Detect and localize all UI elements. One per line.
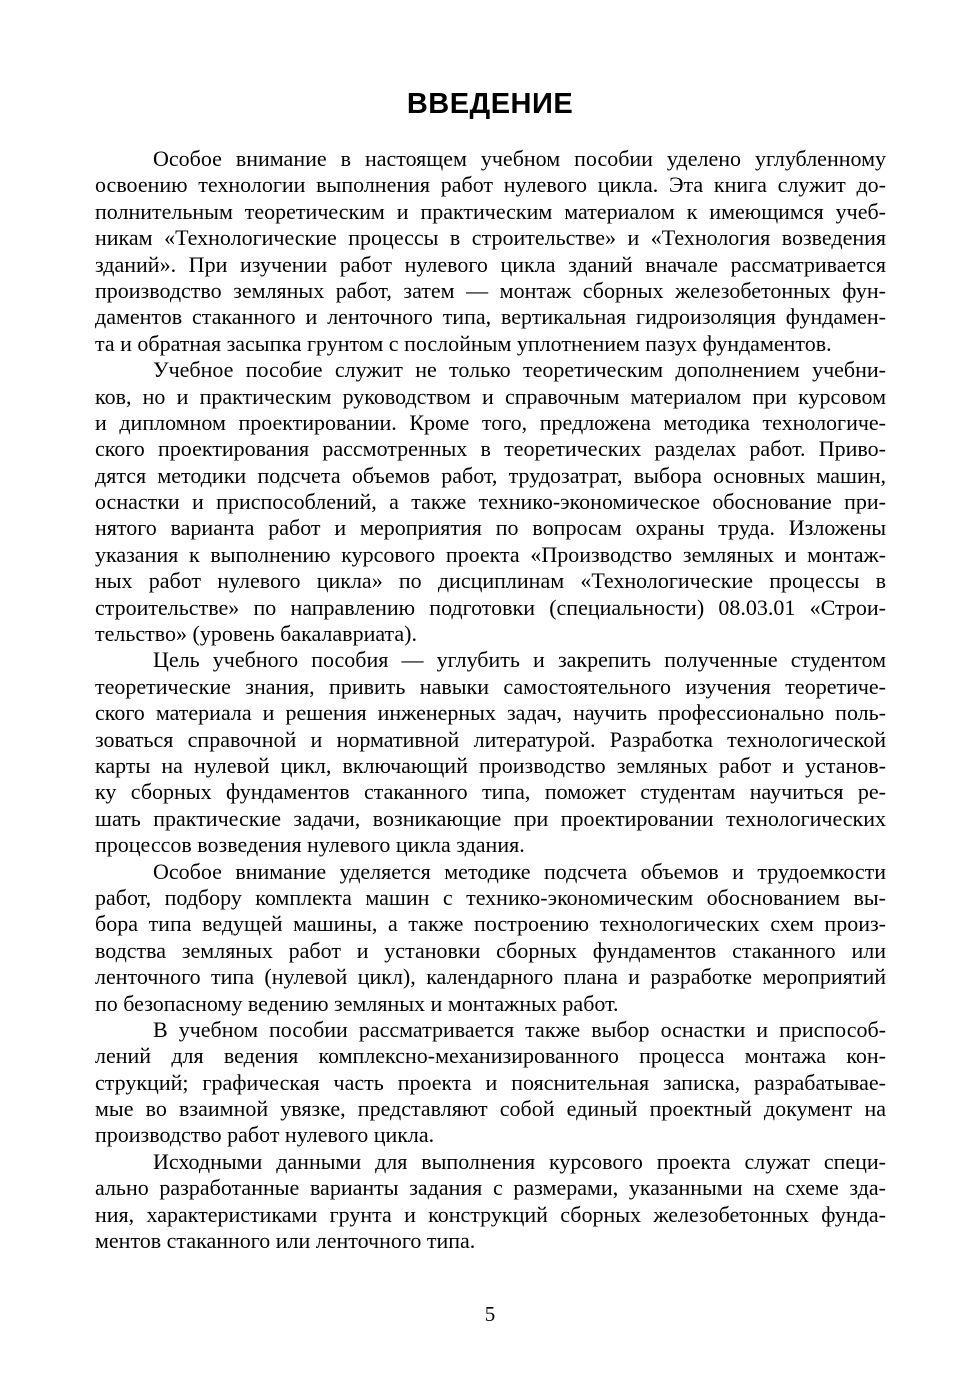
- text-line: строительстве» по направлению подготовки (специальности) 08.03.01 «Строи-: [95, 594, 886, 620]
- text-line: нятого варианта работ и мероприятия по вопросам охраны труда. Изложены: [95, 515, 886, 541]
- text-line: работ, подбору комплекта машин с технико-экономическим обоснованием вы-: [95, 884, 886, 910]
- text-line: Особое внимание в настоящем учебном пособии уделено углубленному: [153, 146, 886, 171]
- paragraph: [95, 146, 886, 357]
- text-line: Исходными данными для выполнения курсового проекта служат специ-: [153, 1148, 886, 1174]
- text-line: та и обратная засыпка грунтом с послойным уплотнением пазух фундаментов.: [95, 330, 832, 356]
- paragraph: [95, 357, 886, 647]
- text-line: теоретические знания, привить навыки самостоятельного изучения теоретиче-: [95, 673, 886, 699]
- text-line: ных работ нулевого цикла» по дисциплинам «Технологические процессы в: [95, 568, 886, 594]
- text-line: Цель учебного пособия — углубить и закрепить полученные студентом: [153, 647, 886, 673]
- text-line: ленточного типа (нулевой цикл), календарного плана и разработке мероприятий: [95, 964, 886, 990]
- text-line: указания к выполнению курсового проекта «Производство земляных и монтаж-: [95, 541, 886, 567]
- text-line: производство земляных работ, затем — монтаж сборных железобетонных фун-: [95, 277, 886, 303]
- paragraph: [95, 1149, 886, 1255]
- page-number: 5: [484, 1302, 496, 1326]
- text-line: производство работ нулевого цикла.: [95, 1122, 435, 1148]
- text-line: полнительным теоретическим и практическим материалом к имеющимся учеб-: [95, 198, 886, 224]
- page-title: ВВЕДЕНИЕ: [406, 88, 574, 120]
- paragraph: [95, 647, 886, 858]
- text-line: Особое внимание уделяется методике подсчета объемов и трудоемкости: [153, 858, 886, 884]
- text-line: бора типа ведущей машины, а также построению технологических схем произ-: [95, 911, 886, 937]
- paragraph: [95, 859, 886, 1017]
- document-body: [95, 146, 886, 1254]
- text-line: зданий». При изучении работ нулевого цикла зданий вначале рассматривается: [95, 251, 886, 277]
- text-line: ментов стаканного или ленточного типа.: [95, 1228, 476, 1254]
- text-line: даментов стаканного и ленточного типа, вертикальная гидроизоляция фундамен-: [95, 304, 886, 330]
- text-line: ку сборных фундаментов стаканного типа, поможет студентам научиться ре-: [95, 779, 886, 805]
- text-line: дятся методики подсчета объемов работ, трудозатрат, выбора основных машин,: [95, 462, 886, 488]
- text-line: карты на нулевой цикл, включающий производство земляных работ и установ-: [95, 752, 886, 778]
- text-line: мые во взаимной увязке, представляют собой единый проектный документ на: [95, 1096, 886, 1122]
- text-line: лений для ведения комплексно-механизированного процесса монтажа кон-: [95, 1043, 886, 1069]
- text-line: В учебном пособии рассматривается также выбор оснастки и приспособ-: [153, 1016, 886, 1042]
- text-line: ского материала и решения инженерных задач, научить профессионально поль-: [95, 700, 886, 726]
- text-line: оснастки и приспособлений, а также технико-экономическое обоснование при-: [95, 489, 886, 515]
- text-line: по безопасному ведению земляных и монтажных работ.: [95, 990, 619, 1016]
- text-line: ского проектирования рассмотренных в теоретических разделах работ. Приво-: [95, 436, 886, 462]
- text-line: никам «Технологические процессы в строительстве» и «Технология возведения: [95, 225, 886, 251]
- text-line: зоваться справочной и нормативной литературой. Разработка технологической: [95, 726, 886, 752]
- text-line: струкций; графическая часть проекта и пояснительная записка, разрабатывае-: [95, 1069, 886, 1095]
- text-line: ния, характеристиками грунта и конструкций сборных железобетонных фунда-: [95, 1201, 886, 1227]
- text-line: процессов возведения нулевого цикла здания.: [95, 832, 525, 858]
- paragraph: [95, 1017, 886, 1149]
- text-line: и дипломном проектировании. Кроме того, предложена методика технологиче-: [95, 409, 886, 435]
- text-line: ально разработанные варианты задания с размерами, указанными на схеме зда-: [95, 1175, 886, 1201]
- text-line: шать практические задачи, возникающие при проектировании технологических: [95, 805, 886, 831]
- text-line: тельство» (уровень бакалавриата).: [95, 621, 418, 647]
- text-line: Учебное пособие служит не только теоретическим дополнением учебни-: [153, 357, 886, 383]
- text-line: ков, но и практическим руководством и справочным материалом при курсовом: [95, 383, 886, 409]
- text-line: водства земляных работ и установки сборных фундаментов стаканного или: [95, 937, 886, 963]
- text-line: освоению технологии выполнения работ нулевого цикла. Эта книга служит до-: [95, 172, 886, 198]
